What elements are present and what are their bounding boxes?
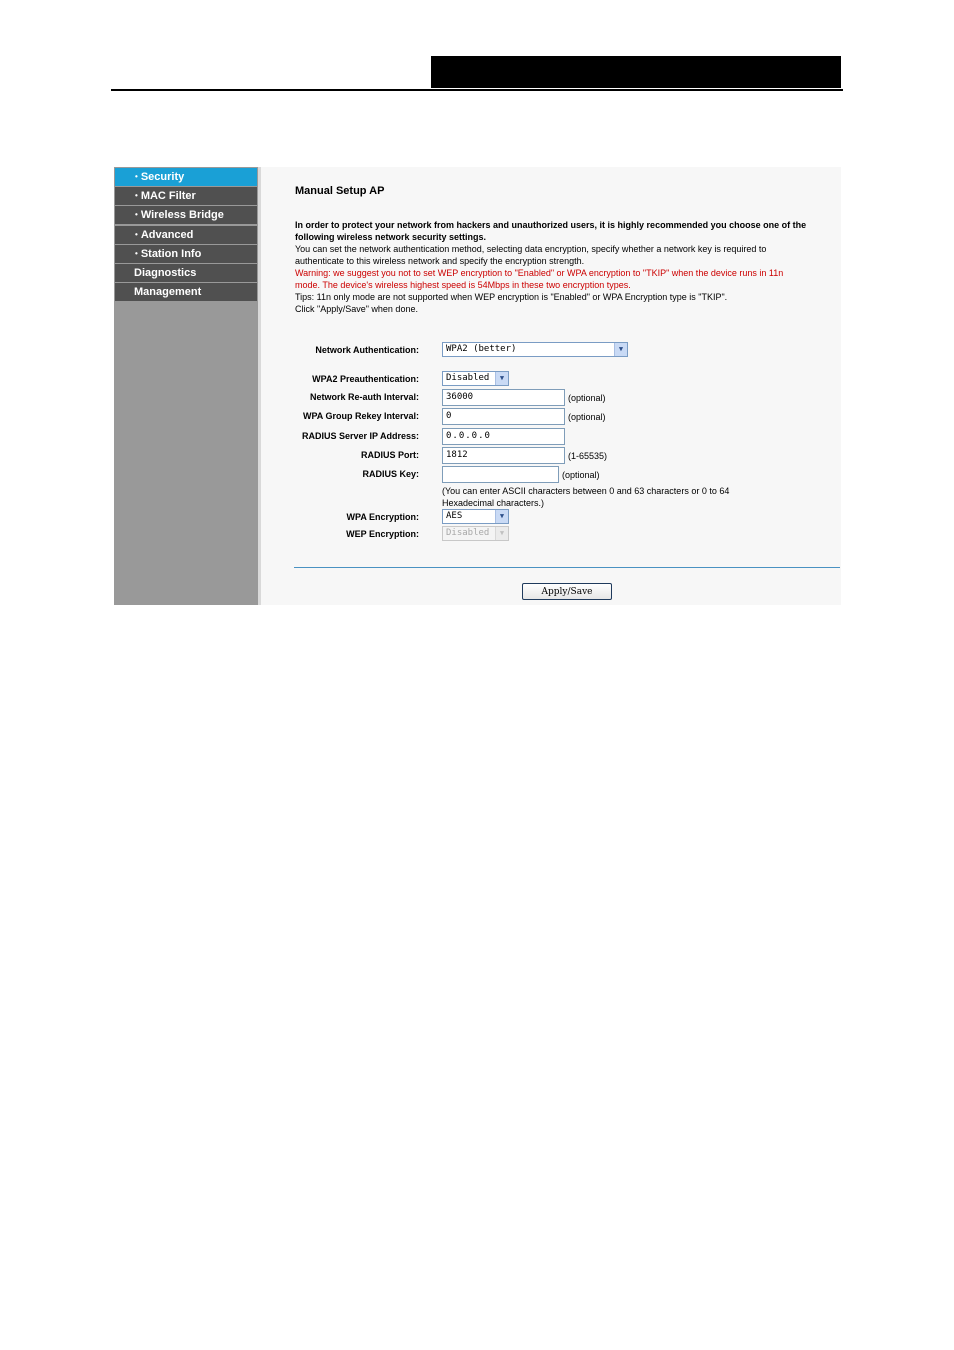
wpa-encryption-label: WPA Encryption:	[346, 512, 419, 522]
header-rule	[111, 89, 843, 91]
bullet-icon: •	[135, 230, 138, 239]
radius-port-label: RADIUS Port:	[361, 450, 419, 460]
form-separator	[294, 567, 840, 568]
wpa-encryption-select[interactable]	[442, 509, 509, 524]
reauth-interval-hint: (optional)	[568, 393, 606, 403]
bullet-icon: •	[135, 210, 138, 219]
intro-text: In order to protect your network from hackers and unauthorized users, it is highly recommended you choose one of the	[295, 220, 807, 230]
chevron-down-icon[interactable]: ▼	[614, 343, 627, 356]
wep-encryption-select	[442, 526, 509, 541]
radius-key-note: Hexadecimal characters.)	[442, 498, 545, 508]
intro-text: authenticate to this wireless network and specify the encryption strength.	[295, 256, 585, 266]
warning-text: Warning: we suggest you not to set WEP encryption to "Enabled" or WPA encryption to "TKIP" when the device runs in 11n	[295, 268, 784, 278]
sidebar-item-label: Station Info	[140, 248, 202, 260]
sidebar-item-mac-filter[interactable]	[115, 187, 257, 205]
preauth-label: WPA2 Preauthentication:	[312, 374, 419, 384]
wep-encryption-value: Disabled	[446, 528, 490, 538]
warning-text: mode. The device's wireless highest speed is 54Mbps in these two encryption types.	[295, 280, 631, 290]
intro-text: following wireless network security settings.	[295, 232, 487, 242]
network-auth-select[interactable]	[442, 342, 628, 357]
network-auth-label: Network Authentication:	[315, 345, 419, 355]
group-rekey-input[interactable]: 0	[442, 408, 565, 425]
sidebar-item-label: MAC Filter	[140, 190, 196, 202]
group-rekey-label: WPA Group Rekey Interval:	[302, 411, 419, 421]
chevron-down-icon[interactable]: ▼	[495, 372, 508, 385]
apply-save-button[interactable]: Apply/Save	[522, 583, 612, 600]
radius-port-hint: (1-65535)	[568, 451, 608, 461]
preauth-select[interactable]	[442, 371, 509, 386]
sidebar-item-label: Advanced	[140, 229, 194, 241]
chevron-down-icon[interactable]: ▼	[495, 510, 508, 523]
sidebar-item-advanced[interactable]	[115, 226, 257, 244]
sidebar-item-management[interactable]	[115, 283, 257, 301]
page-title: Manual Setup AP	[295, 185, 385, 197]
radius-ip-label: RADIUS Server IP Address:	[301, 431, 419, 441]
sidebar-item-label: Security	[140, 171, 185, 183]
bullet-icon: •	[135, 172, 138, 181]
sidebar-item-station-info[interactable]	[115, 245, 257, 263]
radius-ip-input[interactable]: 0.0.0.0	[442, 428, 565, 445]
sidebar-item-diagnostics[interactable]	[115, 264, 257, 282]
group-rekey-hint: (optional)	[568, 412, 606, 422]
tips-text: Tips: 11n only mode are not supported when WEP encryption is "Enabled" or WPA Encryption type is "TKIP".	[295, 292, 728, 302]
sidebar-item-label: Wireless Bridge	[140, 209, 224, 221]
reauth-interval-label: Network Re-auth Interval:	[309, 392, 419, 402]
sidebar-item-label: Management	[134, 286, 202, 298]
radius-port-input[interactable]: 1812	[442, 447, 565, 464]
reauth-interval-input[interactable]: 36000	[442, 389, 565, 406]
wep-encryption-label: WEP Encryption:	[346, 529, 419, 539]
intro-text: You can set the network authentication method, selecting data encryption, specify whether a network key is required to	[295, 244, 767, 254]
header-bar	[431, 56, 841, 88]
click-note: Click "Apply/Save" when done.	[295, 304, 418, 314]
sidebar-item-label: Diagnostics	[134, 267, 197, 279]
radius-key-input[interactable]	[442, 466, 559, 483]
radius-key-hint: (optional)	[562, 470, 600, 480]
radius-key-note: (You can enter ASCII characters between 0 and 63 characters or 0 to 64	[442, 486, 730, 496]
sidebar-item-security[interactable]	[115, 168, 257, 186]
bullet-icon: •	[135, 249, 138, 258]
preauth-value: Disabled	[446, 373, 490, 383]
bullet-icon: •	[135, 191, 138, 200]
network-auth-value: WPA2 (better)	[446, 344, 517, 354]
chevron-down-icon: ▼	[495, 527, 508, 540]
radius-key-label: RADIUS Key:	[362, 469, 419, 479]
sidebar-item-wireless-bridge[interactable]	[115, 206, 257, 224]
wpa-encryption-value: AES	[446, 511, 463, 521]
